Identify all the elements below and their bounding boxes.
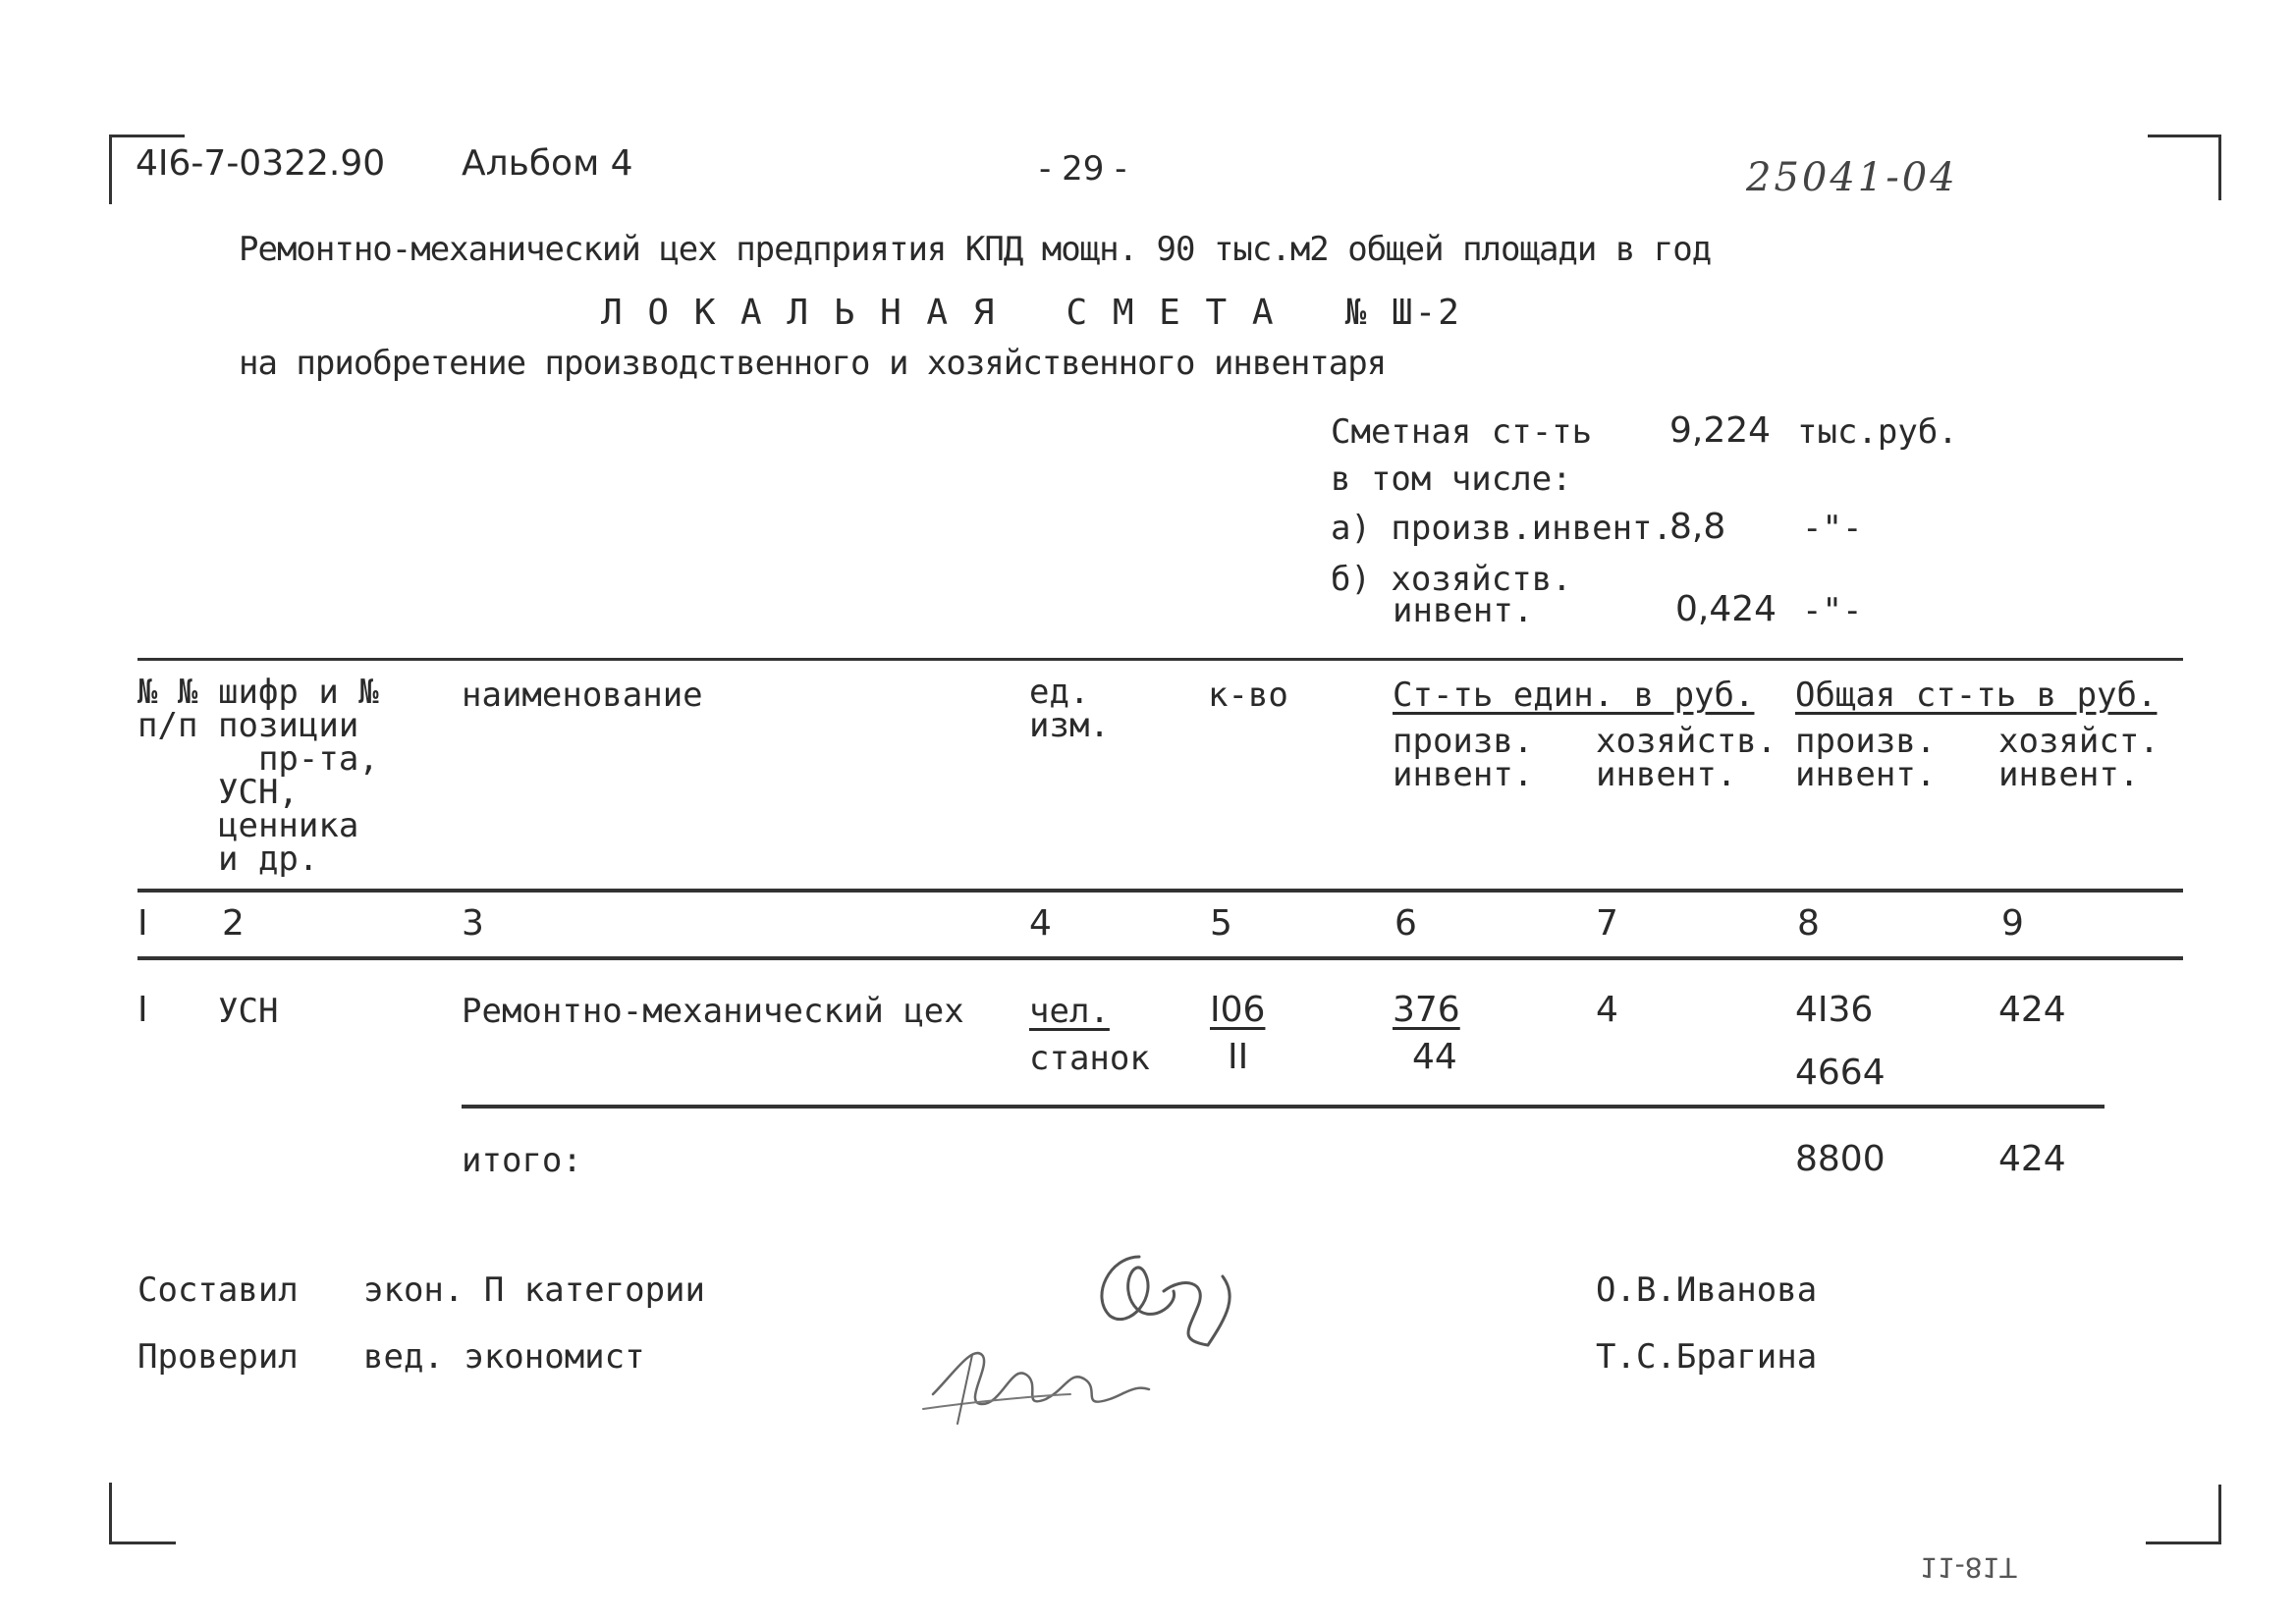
total-prod: 8800 — [1795, 1139, 1886, 1179]
row-subtotal-rule — [462, 1105, 2105, 1109]
row-total-prod-2: 4664 — [1795, 1053, 1886, 1093]
header-unit-prod: произв. инвент. — [1393, 722, 1534, 794]
row-price-house: 4 — [1596, 990, 1618, 1030]
row-qty-1: I06 — [1210, 990, 1266, 1030]
checked-name: Т.С.Брагина — [1596, 1337, 1818, 1377]
row-price-prod-2: 44 — [1412, 1037, 1457, 1077]
corner-mark-bottom-right — [2146, 1485, 2221, 1544]
composed-label: Составил — [137, 1271, 299, 1310]
header-code: шифр и № позиции пр-та, УСН, ценника и др. — [218, 673, 379, 879]
summary-cost-label: Сметная ст-ть — [1331, 412, 1593, 452]
title-line: Ремонтно-механический цех предприятия КПД мощн. 90 тыс.м2 общей площади в год — [239, 230, 1712, 269]
document-code: 4I6-7-0322.90 — [136, 143, 386, 184]
corner-mark-bottom-left — [109, 1483, 176, 1544]
header-group-total-cost: Общая ст-ть в руб. — [1795, 676, 2158, 715]
header-quantity: к-во — [1208, 676, 1288, 715]
column-number: 6 — [1394, 903, 1417, 944]
column-number: 5 — [1210, 903, 1232, 944]
row-qty-2: II — [1228, 1037, 1249, 1077]
summary-b-unit: -"- — [1802, 591, 1863, 630]
header-unit: ед. изм. — [1029, 673, 1110, 745]
summary-b-label: б) хозяйств. — [1331, 560, 1572, 599]
header-group-unit-cost: Ст-ть един. в руб. — [1393, 676, 1755, 715]
handwritten-number: 25041-04 — [1746, 155, 1958, 200]
document-heading: Л О К А Л Ь Н А Я С М Е Т А № Ш-2 — [601, 293, 1461, 333]
total-label: итого: — [462, 1141, 582, 1180]
summary-including: в том числе: — [1331, 460, 1572, 499]
row-number: I — [137, 990, 148, 1030]
header-name: наименование — [462, 676, 703, 715]
column-number: 8 — [1797, 903, 1820, 944]
column-numbers-rule — [137, 956, 2183, 960]
header-total-house: хозяйст. инвент. — [1998, 722, 2159, 794]
row-unit-1: чел. — [1029, 992, 1110, 1031]
composed-role: экон. П категории — [363, 1271, 705, 1310]
header-bottom-rule — [137, 889, 2183, 893]
signature-scribble — [913, 1237, 1267, 1434]
total-house: 424 — [1998, 1139, 2066, 1179]
summary-cost-value: 9,224 — [1669, 410, 1772, 451]
header-row-number: № № п/п — [137, 673, 198, 745]
summary-b-value: 0,424 — [1675, 589, 1777, 629]
summary-a-unit: -"- — [1802, 509, 1863, 548]
column-number: I — [137, 903, 148, 944]
row-unit-2: станок — [1029, 1039, 1150, 1078]
album-label: Альбом 4 — [462, 143, 633, 184]
document-subtitle: на приобретение производственного и хозяйственного инвентаря — [239, 344, 1387, 383]
row-total-house: 424 — [1998, 990, 2066, 1030]
page-number: - 29 - — [1039, 149, 1127, 189]
row-name: Ремонтно-механический цех — [462, 992, 964, 1031]
footer-stamp: 11-81T — [1920, 1551, 2017, 1584]
column-number: 2 — [222, 903, 245, 944]
column-number: 4 — [1029, 903, 1052, 944]
row-code: УСН — [218, 992, 279, 1031]
summary-cost-unit: тыс.руб. — [1797, 412, 1958, 452]
summary-b-label-2: инвент. — [1393, 591, 1534, 630]
composed-name: О.В.Иванова — [1596, 1271, 1818, 1310]
checked-label: Проверил — [137, 1337, 299, 1377]
column-number: 7 — [1596, 903, 1618, 944]
column-number: 3 — [462, 903, 484, 944]
row-price-prod-1: 376 — [1393, 990, 1460, 1030]
header-total-prod: произв. инвент. — [1795, 722, 1937, 794]
column-number: 9 — [2001, 903, 2024, 944]
row-total-prod-1: 4I36 — [1795, 990, 1874, 1030]
header-unit-house: хозяйств. инвент. — [1596, 722, 1777, 794]
summary-a-value: 8,8 — [1669, 507, 1726, 547]
table-top-rule — [137, 658, 2183, 661]
summary-a-label: а) произв.инвент. — [1331, 509, 1672, 548]
checked-role: вед. экономист — [363, 1337, 645, 1377]
corner-mark-top-right — [2148, 135, 2221, 200]
